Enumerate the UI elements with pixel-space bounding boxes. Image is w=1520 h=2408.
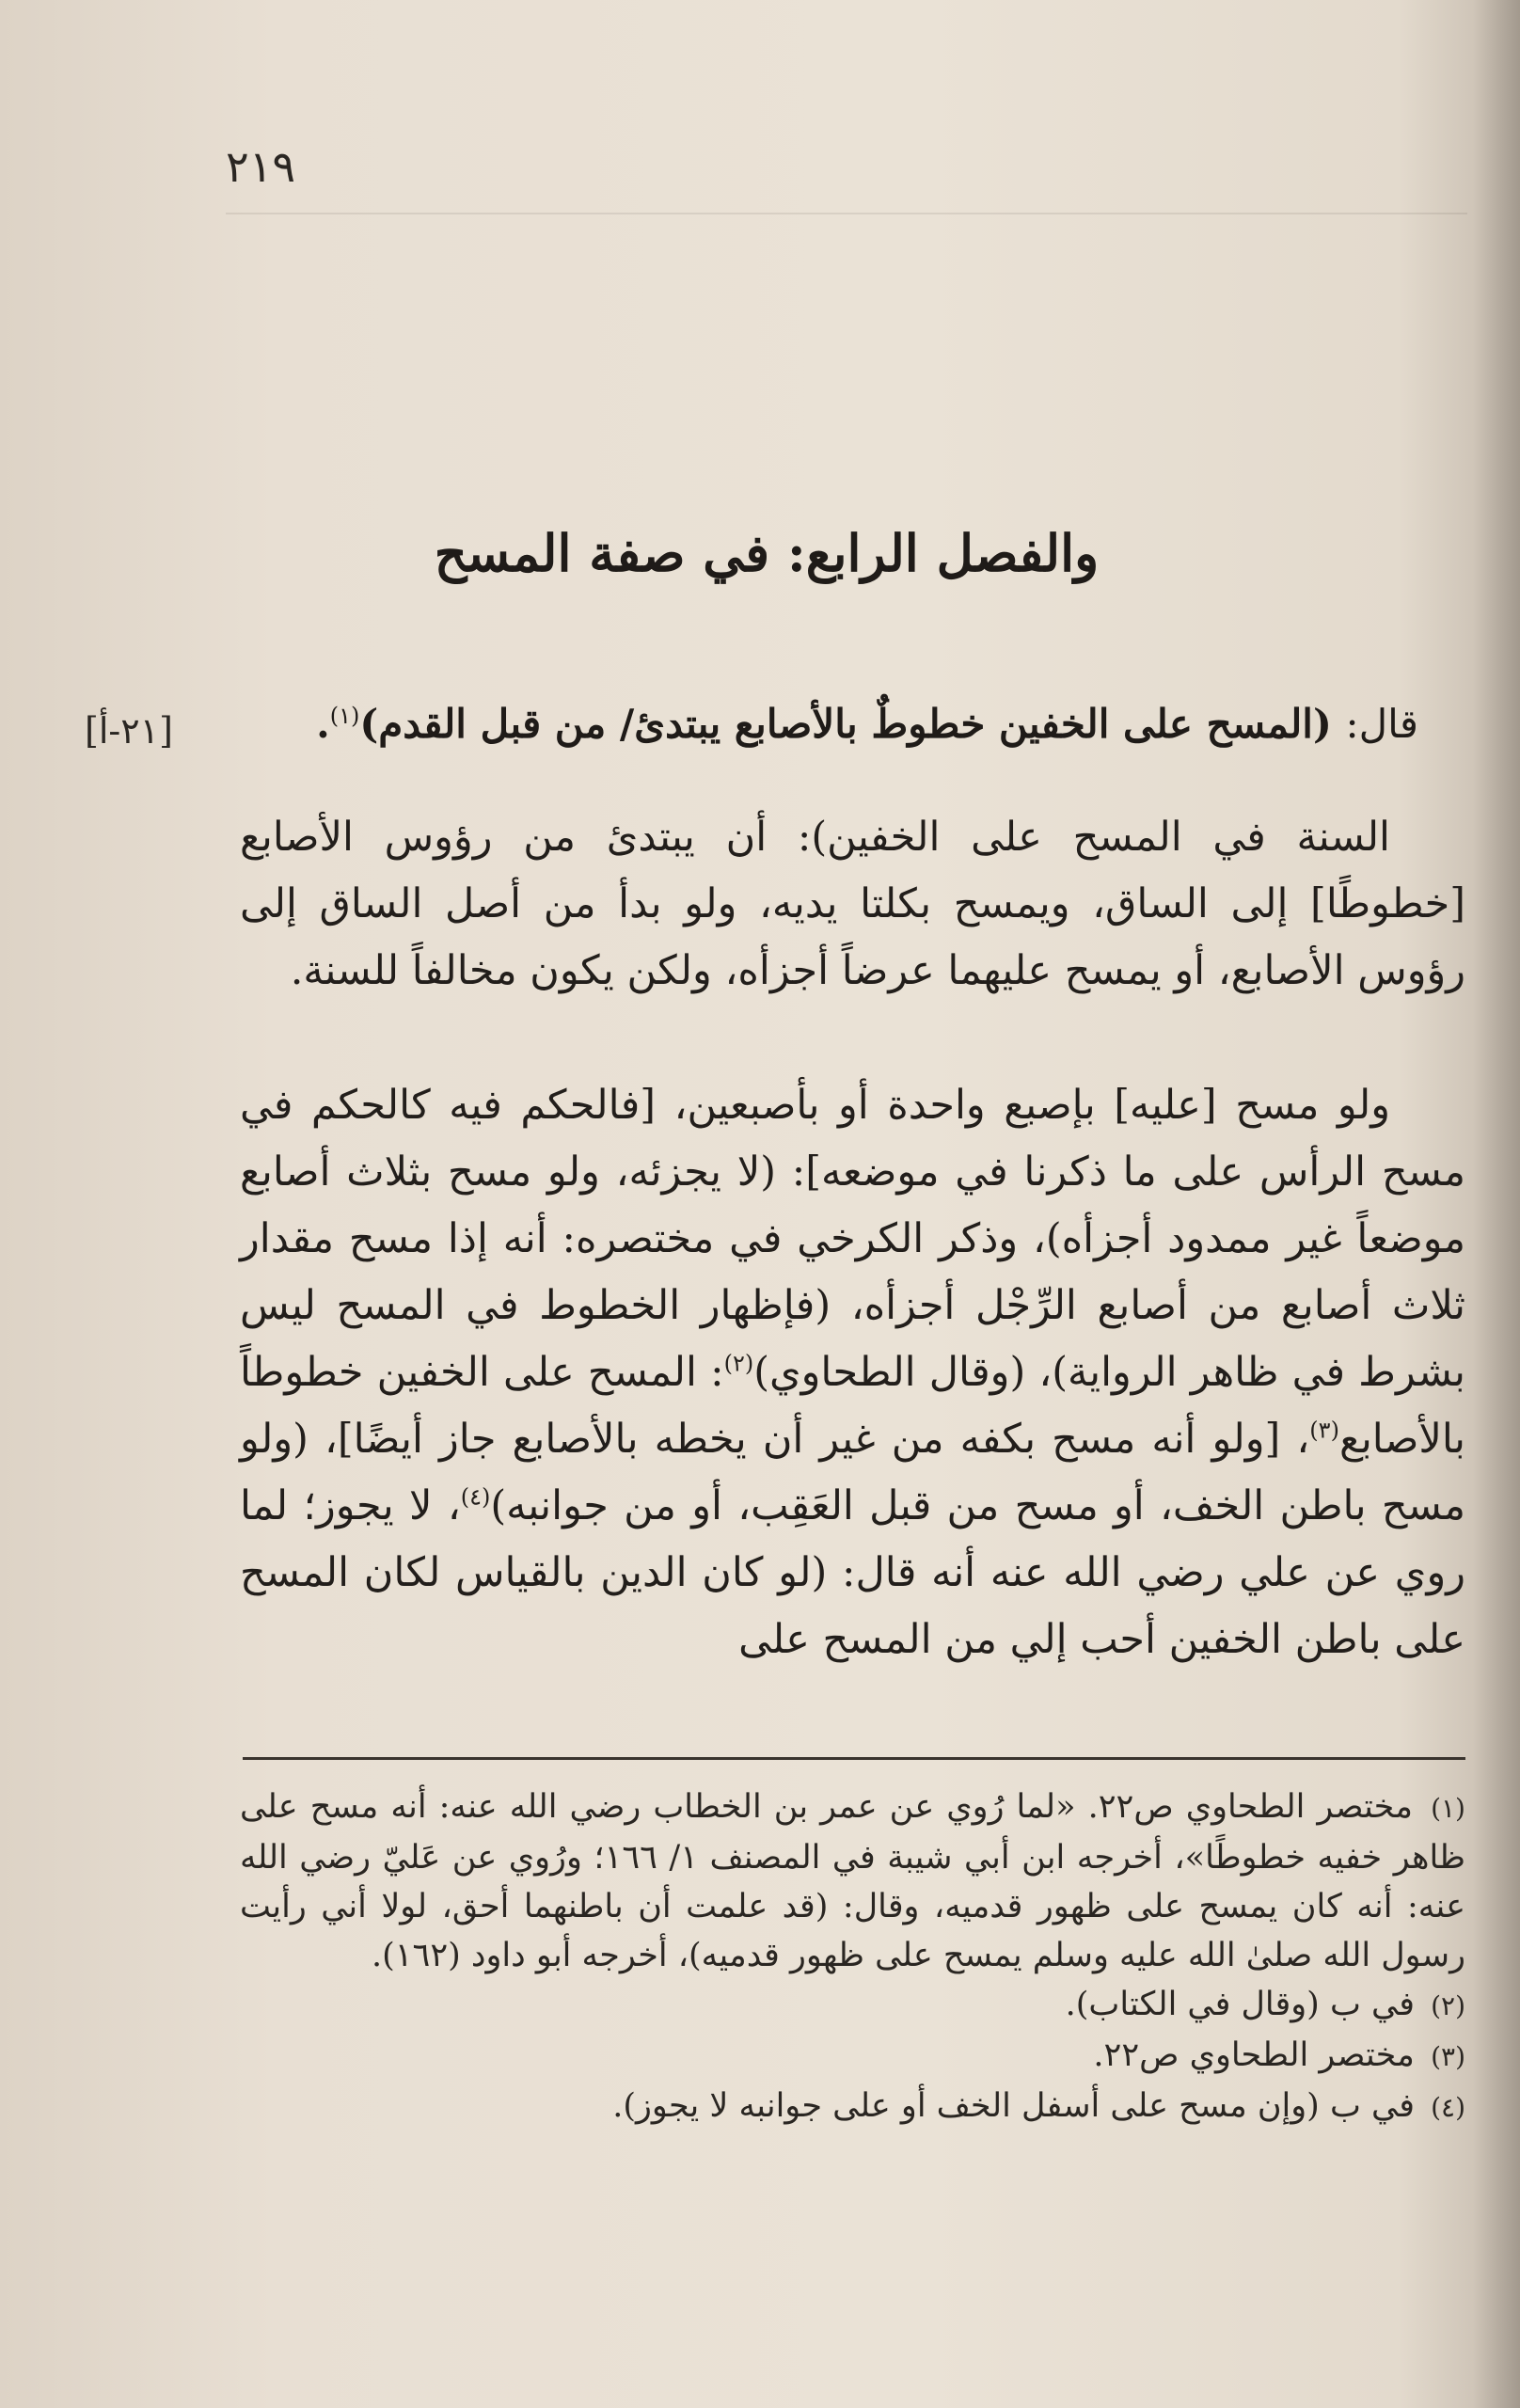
page-edge-shadow: [1473, 0, 1520, 2408]
footnote-ref-2: (٢): [723, 1350, 754, 1377]
footnote-number: (٢): [1431, 1990, 1465, 2021]
footnote-text: مختصر الطحاوي ص٢٢. «لما رُوي عن عمر بن الخطاب رضي الله عنه: أنه مسح على ظاهر خفيه خطوطًا»، أخرجه ابن أبي شيبة في المصنف ١/ ١٦٦؛ ورُوي عن عَليّ رضي الله عنه: أنه كان يمسح على ظهور قدميه، وقال: (قد علمت أن باطنهما أحق، لولا أني رأيت رسول الله صلىٰ الله عليه وسلم يمسح على ظهور قدميه)، أخرجه أبو داود (١٦٢).: [240, 1788, 1465, 1974]
chapter-title: والفصل الرابع: في صفة المسح: [434, 523, 1100, 584]
paragraph-2-part-d: ، لا يجوز؛ لما روي عن علي رضي الله عنه أنه قال: (لو كان الدين بالقياس لكان المسح على باطن الخفين أحب إلي من المسح على: [240, 1482, 1465, 1663]
footnote-text: مختصر الطحاوي ص٢٢.: [1093, 2036, 1415, 2074]
footnote-2: [240, 1980, 1465, 2031]
footnote-4: [240, 2082, 1465, 2132]
paragraph-2: [240, 1072, 1465, 1673]
show-through-decoration: [226, 282, 1477, 320]
footnote-3: [240, 2031, 1465, 2082]
footnote-number: (٣): [1431, 2041, 1465, 2072]
footnote-separator: [243, 1757, 1465, 1760]
quote-qal: قال:: [1345, 701, 1418, 747]
quote-end: .: [316, 701, 330, 747]
paragraph-1: السنة في المسح على الخفين): أن يبتدئ من رؤوس الأصابع [خطوطًا] إلى الساق، ويمسح بكلتا يديه، ولو بدأ من أصل الساق إلى رؤوس الأصابع، أو يمسح عليهما عرضاً أجزأه، ولكن يكون مخالفاً للسنة.: [240, 814, 1465, 994]
page-number: ٢١٩: [226, 141, 296, 192]
header-rule: [226, 213, 1467, 214]
footnote-1: [240, 1782, 1465, 1980]
footnote-ref-4: (٤): [460, 1483, 491, 1511]
footnote-number: (١): [1431, 1793, 1465, 1824]
footnote-ref-3: (٣): [1309, 1417, 1339, 1444]
paragraph-2-part-b: : المسح على الخفين خطوطاً بالأصابع: [240, 1349, 1465, 1463]
paragraph-2-part-a: ولو مسح [عليه] بإصبع واحدة أو بأصبعين، [فالحكم فيه كالحكم في مسح الرأس على ما ذكرنا في موضعه]: (لا يجزئه، ولو مسح بثلاث أصابع موضعاً غير ممدود أجزأه)، وذكر الكرخي في مختصره: أنه إذا مسح مقدار ثلاث أصابع من أصابع الرِّجْل أجزأه، (فإظهار الخطوط في المسح ليس بشرط في ظاهر الرواية)، (وقال الطحاوي): [240, 1082, 1466, 1396]
marginal-manuscript-ref: [٢١-أ]: [85, 710, 173, 752]
quote-text: (المسح على الخفين خطوطٌ بالأصابع يبتدئ/ من قبل القدم): [359, 701, 1332, 747]
footnote-text: في ب (وقال في الكتاب).: [1065, 1986, 1415, 2023]
quoted-text-line: [252, 701, 1418, 747]
footnotes: [240, 1782, 1465, 2132]
footnote-number: (٤): [1431, 2092, 1465, 2123]
footnote-text: في ب (وإن مسح على أسفل الخف أو على جوانبه لا يجوز).: [612, 2087, 1415, 2125]
paragraph-2-part-c: ، [ولو أنه مسح بكفه من غير أن يخطه بالأصابع جاز أيضًا]، (ولو مسح باطن الخف، أو مسح من قبل العَقِب، أو من جوانبه): [240, 1416, 1466, 1529]
footnote-ref-1: (١): [329, 703, 360, 729]
